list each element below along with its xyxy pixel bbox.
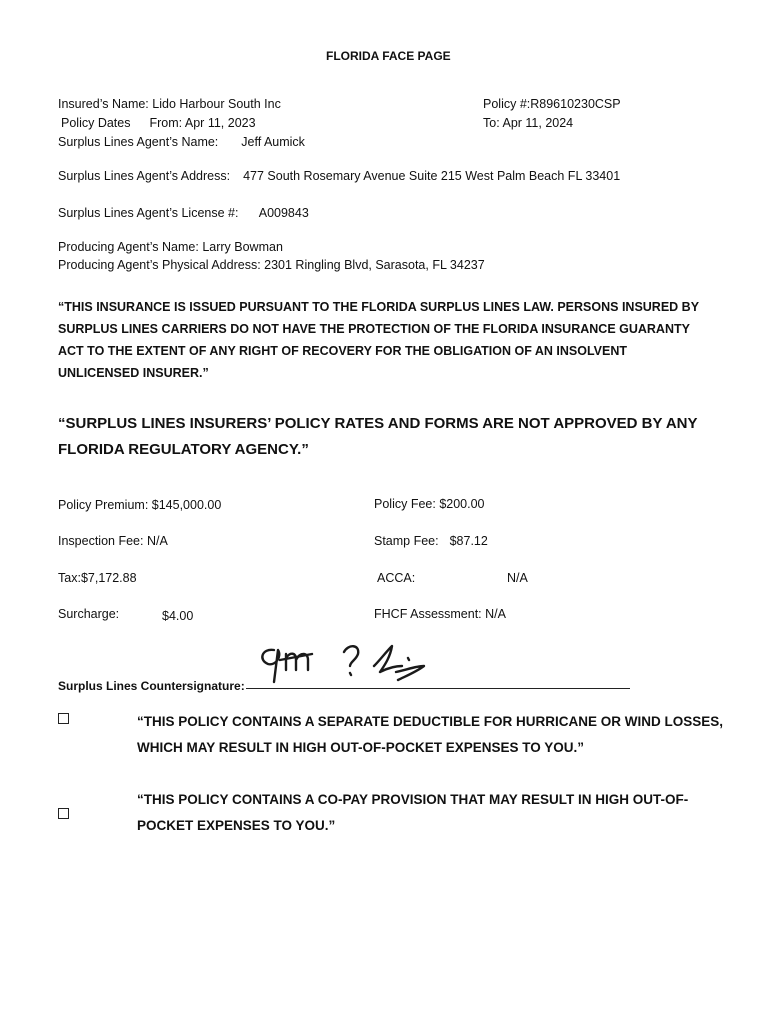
- acca-label: ACCA:: [377, 571, 416, 585]
- premium-value: $145,000.00: [151, 498, 222, 512]
- stamp-fee-row: [374, 534, 488, 549]
- surcharge-label: Surcharge:: [58, 607, 120, 621]
- insured-name-label: Insured’s Name:: [58, 97, 149, 111]
- agent-address-row: [58, 169, 620, 184]
- policy-fee-value: $200.00: [439, 497, 485, 511]
- policy-fee-row: [374, 497, 485, 512]
- hurricane-deductible-checkbox[interactable]: [58, 713, 69, 724]
- signature-line: [246, 688, 630, 689]
- agent-address-value: 477 South Rosemary Avenue Suite 215 West Palm Beach FL 33401: [243, 169, 621, 183]
- policy-number-row: [483, 97, 621, 112]
- policy-dates-row: [61, 116, 256, 131]
- surcharge-value: $4.00: [162, 609, 194, 623]
- producing-agent-address-value: 2301 Ringling Blvd, Sarasota, FL 34237: [264, 258, 485, 272]
- fhcf-label: FHCF Assessment:: [374, 607, 482, 621]
- statutory-notice: “THIS INSURANCE IS ISSUED PURSUANT TO THE FLORIDA SURPLUS LINES LAW. PERSONS INSURED BY SURPLUS LINES CARRIERS DO NOT HAVE THE PROTECTION OF THE FLORIDA INSURANCE GUARANTY ACT TO THE EXTENT OF ANY RIGHT OF RECOVERY FOR THE OBLIGATION OF AN INSOLVENT UNLICENSED INSURER.”: [58, 300, 699, 380]
- from-value: Apr 11, 2023: [184, 116, 256, 130]
- agent-license-row: [58, 206, 309, 221]
- from-label: From:: [149, 116, 183, 130]
- stamp-fee-value: $87.12: [449, 534, 488, 548]
- inspection-label: Inspection Fee:: [58, 534, 144, 548]
- producing-agent-address-label: Producing Agent’s Physical Address:: [58, 258, 261, 272]
- fhcf-value: N/A: [485, 607, 506, 621]
- insured-name-row: [58, 97, 281, 112]
- tax-value: $7,172.88: [80, 571, 137, 585]
- policy-number-label: Policy #:: [483, 97, 531, 111]
- tax-row: [58, 571, 137, 586]
- agent-name-value: Jeff Aumick: [241, 135, 305, 149]
- copay-provision-statement: “THIS POLICY CONTAINS A CO-PAY PROVISION THAT MAY RESULT IN HIGH OUT-OF-POCKET EXPENSES TO YOU.”: [137, 792, 689, 833]
- to-value: Apr 11, 2024: [502, 116, 574, 130]
- agent-name-row: [58, 135, 305, 150]
- agent-address-label: Surplus Lines Agent’s Address:: [58, 169, 231, 183]
- agent-name-label: Surplus Lines Agent’s Name:: [58, 135, 219, 149]
- stamp-fee-label: Stamp Fee:: [374, 534, 439, 548]
- acca-value: N/A: [507, 571, 528, 585]
- agent-license-label: Surplus Lines Agent’s License #:: [58, 206, 239, 220]
- handwritten-signature: [256, 636, 436, 686]
- premium-label: Policy Premium:: [58, 498, 149, 512]
- hurricane-deductible-statement: “THIS POLICY CONTAINS A SEPARATE DEDUCTIBLE FOR HURRICANE OR WIND LOSSES, WHICH MAY RESULT IN HIGH OUT-OF-POCKET EXPENSES TO YOU.”: [137, 714, 724, 755]
- to-label: To:: [483, 116, 500, 130]
- agent-license-value: A009843: [258, 206, 309, 220]
- inspection-value: N/A: [146, 534, 168, 548]
- copay-provision-checkbox[interactable]: [58, 808, 69, 819]
- inspection-row: [58, 534, 168, 549]
- policy-fee-label: Policy Fee:: [374, 497, 436, 511]
- producing-agent-address-row: [58, 258, 485, 273]
- to-date-row: [483, 116, 573, 131]
- rates-notice: “SURPLUS LINES INSURERS’ POLICY RATES AND FORMS ARE NOT APPROVED BY ANY FLORIDA REGULATORY AGENCY.”: [58, 415, 698, 458]
- policy-dates-label: Policy Dates: [61, 116, 131, 130]
- page-title: FLORIDA FACE PAGE: [326, 49, 451, 63]
- producing-agent-name-label: Producing Agent’s Name:: [58, 240, 199, 254]
- premium-row: [58, 498, 221, 513]
- countersignature-label: Surplus Lines Countersignature:: [58, 679, 245, 693]
- fhcf-row: [374, 607, 506, 622]
- producing-agent-name-row: [58, 240, 283, 255]
- tax-label: Tax:: [58, 571, 81, 585]
- insured-name-value: Lido Harbour South Inc: [152, 97, 281, 111]
- policy-number-value: R89610230CSP: [530, 97, 621, 111]
- producing-agent-name-value: Larry Bowman: [202, 240, 283, 254]
